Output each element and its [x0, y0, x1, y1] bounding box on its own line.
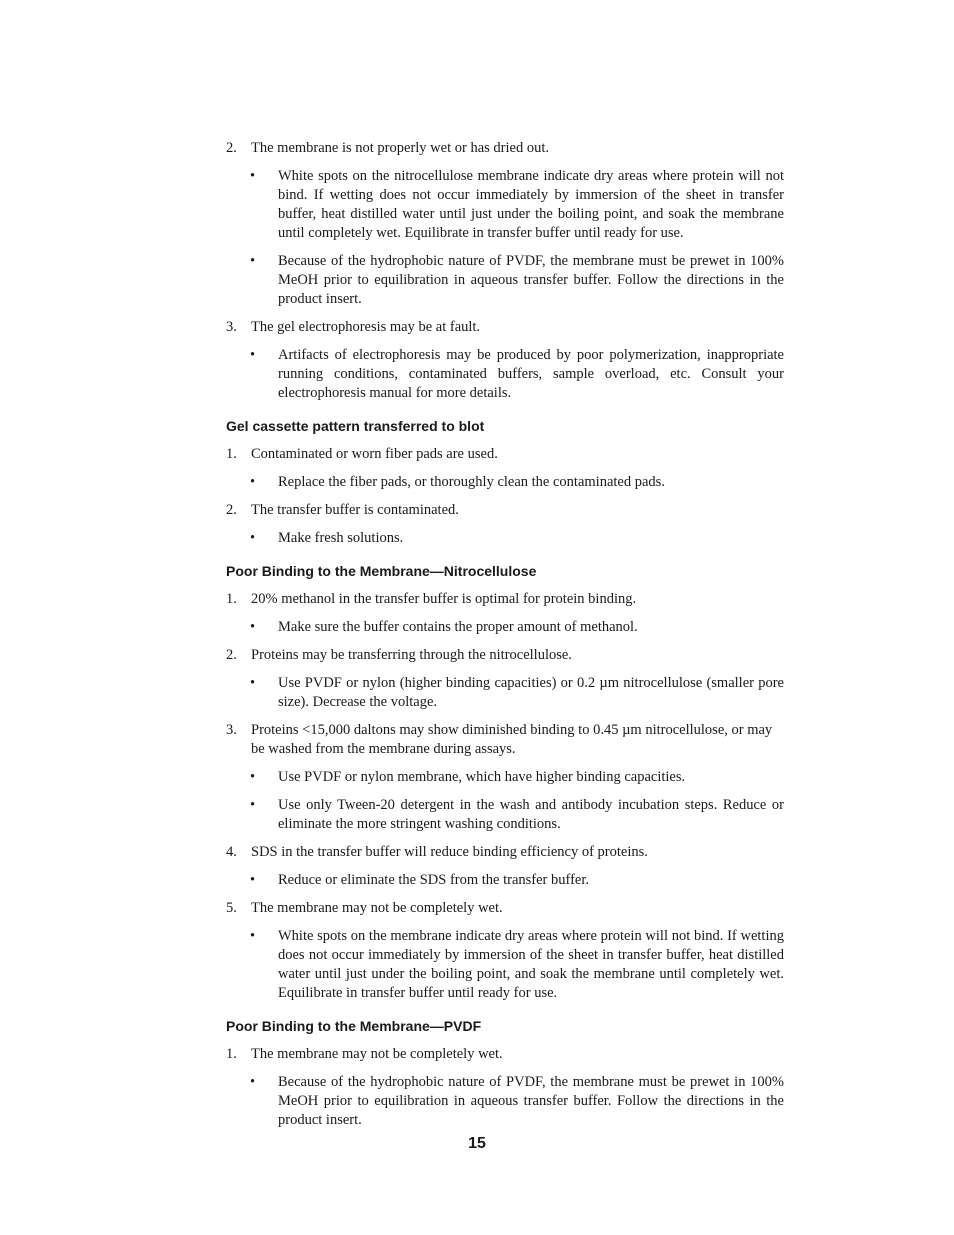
- item-number: 4.: [226, 844, 237, 860]
- numbered-item: [226, 721, 784, 759]
- item-text: The membrane is not properly wet or has dried out.: [251, 140, 549, 156]
- bullet-icon: •: [250, 619, 256, 635]
- bullet-text: Artifacts of electrophoresis may be produced by poor polymerization, inappropriate running conditions, contaminated buffers, sample overload, etc. Consult your electrophoresis manual for more details.: [278, 347, 784, 401]
- section-heading: Poor Binding to the Membrane—PVDF: [226, 1018, 482, 1034]
- numbered-item: [226, 899, 784, 918]
- numbered-item: [226, 318, 784, 337]
- item-text: Proteins <15,000 daltons may show diminished binding to 0.45 µm nitrocellulose, or may be washed from the membrane during assays.: [251, 722, 773, 757]
- item-number: 2.: [226, 647, 237, 663]
- item-number: 1.: [226, 1046, 237, 1062]
- bullet-item: [226, 346, 784, 403]
- bullet-text: White spots on the membrane indicate dry areas where protein will not bind. If wetting does not occur immediately by immersion of the sheet in transfer buffer, heat distilled water until just under the boiling point, and soak the membrane until completely wet. Equilibrate in transfer buffer until ready for use.: [278, 928, 784, 1001]
- item-text: The membrane may not be completely wet.: [251, 1046, 503, 1062]
- numbered-item: [226, 843, 784, 862]
- bullet-icon: •: [250, 872, 256, 888]
- item-number: 2.: [226, 502, 237, 518]
- item-number: 1.: [226, 446, 237, 462]
- bullet-text: Use only Tween-20 detergent in the wash and antibody incubation steps. Reduce or eliminate the more stringent washing conditions.: [278, 797, 784, 832]
- bullet-item: [226, 674, 784, 712]
- item-text: The gel electrophoresis may be at fault.: [251, 319, 481, 335]
- bullet-text: Use PVDF or nylon membrane, which have higher binding capacities.: [278, 769, 686, 785]
- bullet-item: [226, 252, 784, 309]
- bullet-text: Make fresh solutions.: [278, 530, 404, 546]
- item-number: 5.: [226, 900, 237, 916]
- item-text: The transfer buffer is contaminated.: [251, 502, 459, 518]
- bullet-icon: •: [250, 928, 256, 944]
- section-heading: Poor Binding to the Membrane—Nitrocellulose: [226, 563, 537, 579]
- bullet-icon: •: [250, 168, 256, 184]
- item-number: 1.: [226, 591, 237, 607]
- bullet-text: Reduce or eliminate the SDS from the transfer buffer.: [278, 872, 589, 888]
- bullet-text: Replace the fiber pads, or thoroughly clean the contaminated pads.: [278, 474, 665, 490]
- item-number: 3.: [226, 722, 237, 738]
- bullet-item: [226, 473, 784, 492]
- bullet-icon: •: [250, 1074, 256, 1090]
- item-number: 3.: [226, 319, 237, 335]
- bullet-icon: •: [250, 797, 256, 813]
- bullet-icon: •: [250, 347, 256, 363]
- item-text: Contaminated or worn fiber pads are used.: [251, 446, 498, 462]
- bullet-item: [226, 796, 784, 834]
- bullet-text: Because of the hydrophobic nature of PVDF, the membrane must be prewet in 100% MeOH prior to equilibration in aqueous transfer buffer. Follow the directions in the product insert.: [278, 253, 784, 307]
- numbered-item: [226, 445, 784, 464]
- bullet-text: Use PVDF or nylon (higher binding capacities) or 0.2 µm nitrocellulose (smaller pore size). Decrease the voltage.: [278, 675, 784, 710]
- bullet-text: Because of the hydrophobic nature of PVDF, the membrane must be prewet in 100% MeOH prior to equilibration in aqueous transfer buffer. Follow the directions in the product insert.: [278, 1074, 784, 1128]
- numbered-item: [226, 590, 784, 609]
- numbered-item: [226, 139, 784, 158]
- bullet-item: [226, 871, 784, 890]
- item-text: SDS in the transfer buffer will reduce binding efficiency of proteins.: [251, 844, 648, 860]
- item-text: 20% methanol in the transfer buffer is optimal for protein binding.: [251, 591, 637, 607]
- bullet-icon: •: [250, 474, 256, 490]
- document-body: [226, 139, 784, 1139]
- bullet-icon: •: [250, 769, 256, 785]
- section-heading: Gel cassette pattern transferred to blot: [226, 418, 485, 434]
- bullet-text: Make sure the buffer contains the proper amount of methanol.: [278, 619, 638, 635]
- bullet-icon: •: [250, 675, 256, 691]
- bullet-item: [226, 618, 784, 637]
- item-text: The membrane may not be completely wet.: [251, 900, 503, 916]
- bullet-item: [226, 1073, 784, 1130]
- bullet-icon: •: [250, 530, 256, 546]
- bullet-item: [226, 768, 784, 787]
- bullet-item: [226, 529, 784, 548]
- numbered-item: [226, 501, 784, 520]
- numbered-item: [226, 646, 784, 665]
- bullet-icon: •: [250, 253, 256, 269]
- item-number: 2.: [226, 140, 237, 156]
- page-number: 15: [468, 1135, 486, 1152]
- bullet-item: [226, 167, 784, 243]
- bullet-item: [226, 927, 784, 1003]
- bullet-text: White spots on the nitrocellulose membrane indicate dry areas where protein will not bind. If wetting does not occur immediately by immersion of the sheet in transfer buffer, heat distilled water until just under the boiling point, and soak the membrane until completely wet. Equilibrate in transfer buffer until ready for use.: [278, 168, 784, 241]
- numbered-item: [226, 1045, 784, 1064]
- item-text: Proteins may be transferring through the nitrocellulose.: [251, 647, 572, 663]
